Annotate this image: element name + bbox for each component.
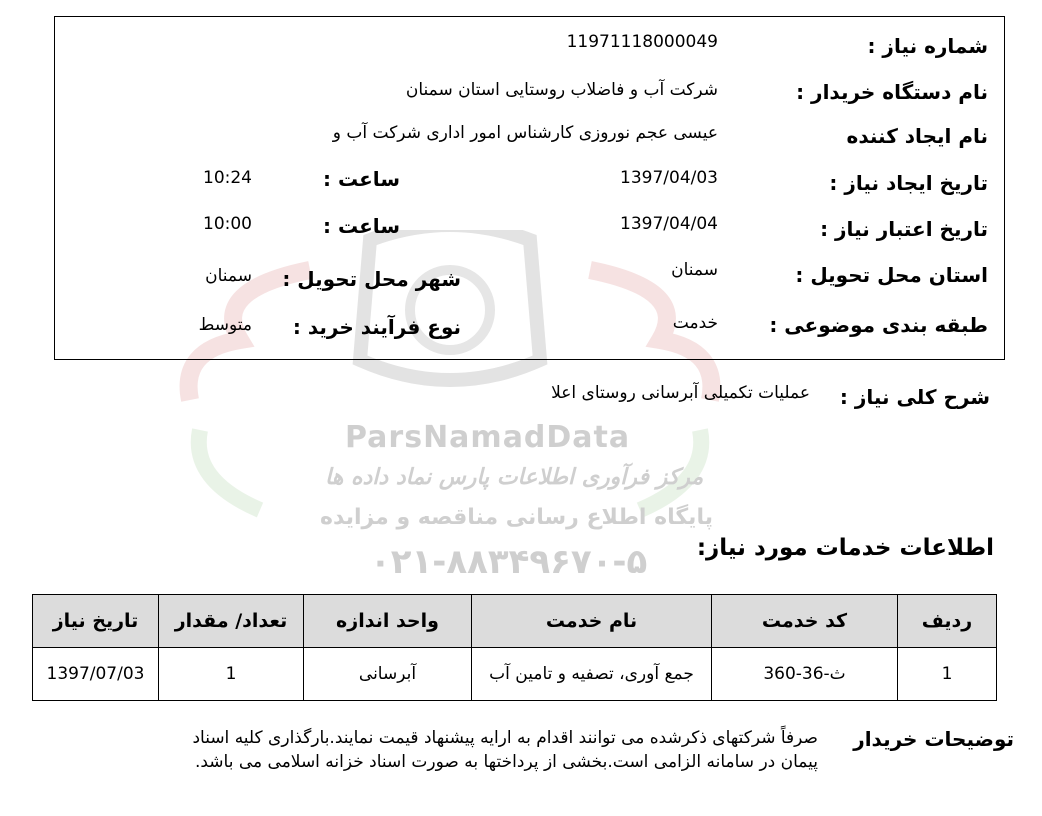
- summary-label: شرح کلی نیاز :: [839, 385, 990, 409]
- table-header-row: [33, 595, 997, 648]
- created-date-label: تاریخ ایجاد نیاز :: [829, 171, 988, 195]
- cell-row: 1: [898, 648, 997, 701]
- col-unit-header: واحد اندازه: [304, 595, 472, 648]
- table-row: [33, 648, 997, 701]
- process-label: نوع فرآیند خرید :: [292, 315, 461, 339]
- buyer-notes-label: توضیحات خریدار: [853, 727, 1014, 751]
- col-name-header: نام خدمت: [472, 595, 712, 648]
- buyer-org-value: شرکت آب و فاضلاب روستایی استان سمنان: [405, 80, 718, 100]
- watermark-line2: پایگاه اطلاع رسانی مناقصه و مزایده: [320, 505, 713, 530]
- summary-value: عملیات تکمیلی آبرسانی روستای اعلا: [551, 383, 810, 403]
- watermark-phone: ۰۲۱-۸۸۳۴۹۶۷۰-۵: [370, 542, 648, 582]
- buyer-notes-line2: پیمان در سامانه الزامی است.بخشی از پرداختها به صورت اسناد خزانه اسلامی می باشد.: [194, 752, 818, 772]
- province-label: استان محل تحویل :: [795, 263, 988, 287]
- validity-date-label: تاریخ اعتبار نیاز :: [820, 217, 988, 241]
- created-time-value: 10:24: [203, 168, 252, 188]
- services-table: [32, 594, 997, 701]
- cell-name: جمع آوری، تصفیه و تامین آب: [472, 648, 712, 701]
- creator-label: نام ایجاد کننده: [846, 124, 988, 148]
- watermark-latin: ParsNamadData: [345, 420, 631, 455]
- validity-date-value: 1397/04/04: [620, 214, 718, 234]
- col-date-header: تاریخ نیاز: [33, 595, 159, 648]
- need-number-value: 11971118000049: [566, 32, 718, 52]
- col-row-header: ردیف: [898, 595, 997, 648]
- buyer-notes-line1: صرفاً شرکتهای ذکرشده می توانند اقدام به ارایه پیشنهاد قیمت نمایند.بارگذاری کلیه اسناد: [192, 728, 818, 748]
- city-value: سمنان: [205, 266, 252, 286]
- created-time-label: ساعت :: [323, 167, 400, 191]
- validity-time-value: 10:00: [203, 214, 252, 234]
- city-label: شهر محل تحویل :: [282, 267, 461, 291]
- created-date-value: 1397/04/03: [620, 168, 718, 188]
- category-value: خدمت: [672, 313, 718, 333]
- col-qty-header: تعداد/ مقدار: [159, 595, 304, 648]
- buyer-org-label: نام دستگاه خریدار :: [796, 80, 988, 104]
- creator-value: عیسی عجم نوروزی کارشناس امور اداری شرکت آب و: [332, 123, 718, 143]
- watermark-line1: مرکز فرآوری اطلاعات پارس نماد داده ها: [325, 465, 704, 490]
- process-value: متوسط: [198, 315, 252, 335]
- need-number-label: شماره نیاز :: [867, 34, 988, 58]
- col-code-header: کد خدمت: [712, 595, 898, 648]
- cell-date: 1397/07/03: [33, 648, 159, 701]
- cell-code: ث-36-360: [712, 648, 898, 701]
- services-title: اطلاعات خدمات مورد نیاز:: [696, 535, 994, 561]
- validity-time-label: ساعت :: [323, 214, 400, 238]
- cell-unit: آبرسانی: [304, 648, 472, 701]
- province-value: سمنان: [671, 260, 718, 280]
- cell-qty: 1: [159, 648, 304, 701]
- category-label: طبقه بندی موضوعی :: [769, 313, 988, 337]
